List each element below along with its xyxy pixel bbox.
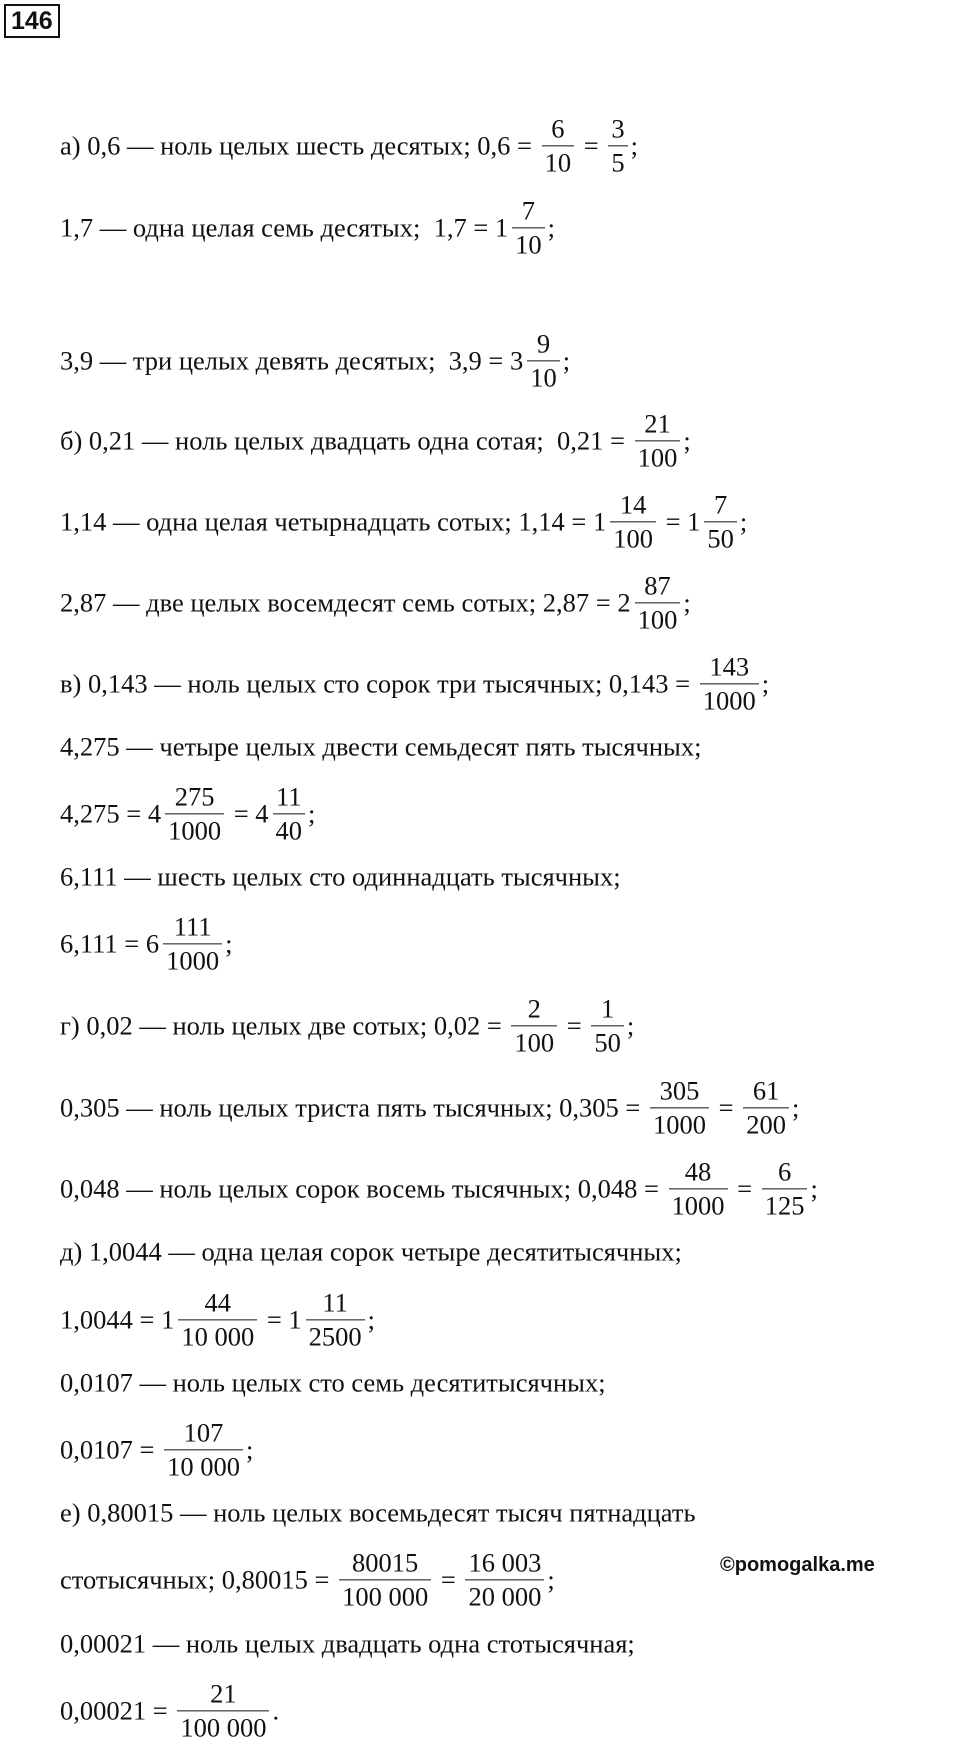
whole-part: 3 xyxy=(510,345,524,376)
solution-line xyxy=(60,732,701,763)
fraction xyxy=(650,1076,709,1139)
text-segment: стотысячных; 0,80015 = xyxy=(60,1564,337,1595)
text-segment: = xyxy=(227,798,256,829)
fraction xyxy=(165,782,224,845)
text-segment: д) 1,0044 — одна целая сорок четыре десятитысячных; xyxy=(60,1236,682,1267)
text-segment: 1,7 — одна целая семь десятых; 1,7 = xyxy=(60,212,495,243)
fraction xyxy=(177,1679,269,1742)
denominator: 200 xyxy=(743,1108,789,1140)
solution-line xyxy=(60,1629,635,1660)
text-segment: 0,0107 = xyxy=(60,1434,162,1465)
text-segment: ; xyxy=(245,1434,254,1465)
numerator: 87 xyxy=(644,570,671,601)
watermark: ©pomogalka.me xyxy=(720,1554,875,1576)
text-segment: 0,00021 — ноль целых двадцать одна стотысячная; xyxy=(60,1628,635,1659)
denominator: 125 xyxy=(762,1189,808,1221)
fraction xyxy=(669,1157,728,1220)
numerator: 61 xyxy=(752,1075,780,1106)
fraction xyxy=(163,912,222,975)
fraction xyxy=(178,1288,257,1351)
text-segment: ; xyxy=(547,212,556,243)
text-segment: ; xyxy=(547,1564,555,1595)
text-segment: 6,111 = xyxy=(60,928,146,959)
fraction xyxy=(542,114,575,177)
solution-line xyxy=(60,1157,818,1220)
denominator: 1000 xyxy=(165,814,224,846)
text-segment: = xyxy=(434,1564,463,1595)
numerator: 143 xyxy=(709,651,750,682)
whole-part: 1 xyxy=(494,212,509,243)
fraction xyxy=(591,994,624,1057)
numerator: 7 xyxy=(714,489,728,520)
solution-line xyxy=(60,782,315,845)
solution-line xyxy=(60,1288,375,1351)
denominator: 10 000 xyxy=(178,1320,257,1352)
denominator: 10 xyxy=(527,361,560,393)
fraction xyxy=(339,1548,431,1611)
text-segment: ; xyxy=(683,587,691,618)
denominator: 1000 xyxy=(700,684,759,716)
fraction xyxy=(762,1157,808,1220)
text-segment: ; xyxy=(225,928,233,959)
denominator: 100 xyxy=(610,522,656,554)
fraction xyxy=(610,490,656,553)
numerator: 11 xyxy=(276,781,302,812)
fraction xyxy=(608,114,627,177)
denominator: 1000 xyxy=(163,944,222,976)
text-segment: ; xyxy=(761,668,770,699)
text-segment: 0,305 — ноль целых триста пять тысячных; 0,305 = xyxy=(60,1092,647,1123)
whole-part: 6 xyxy=(145,928,160,959)
exercise-number: 146 xyxy=(4,4,60,38)
text-segment: ; xyxy=(562,345,571,376)
denominator: 40 xyxy=(273,814,306,846)
solution-line xyxy=(60,490,747,553)
text-segment: ; xyxy=(810,1173,818,1204)
denominator: 100 000 xyxy=(177,1711,269,1743)
denominator: 10 000 xyxy=(164,1450,243,1482)
solution-line xyxy=(60,912,232,975)
text-segment: ; xyxy=(739,506,748,537)
solution-line xyxy=(60,994,634,1057)
numerator: 3 xyxy=(611,113,625,144)
solution-line xyxy=(60,1679,279,1742)
numerator: 107 xyxy=(183,1417,224,1448)
fraction xyxy=(512,196,545,259)
numerator: 16 003 xyxy=(468,1547,542,1578)
fraction xyxy=(511,994,557,1057)
whole-part: 4 xyxy=(147,798,162,829)
text-segment: ; xyxy=(367,1304,376,1335)
numerator: 275 xyxy=(174,781,215,812)
denominator: 1000 xyxy=(650,1108,709,1140)
fraction xyxy=(164,1418,243,1481)
denominator: 50 xyxy=(704,522,737,554)
text-segment: 1,14 — одна целая четырнадцать сотых; 1,14 = xyxy=(60,506,593,537)
text-segment: 1,0044 = xyxy=(60,1304,162,1335)
denominator: 2500 xyxy=(306,1320,365,1352)
text-segment: = xyxy=(712,1092,741,1123)
whole-part: 4 xyxy=(255,798,269,829)
text-segment: в) 0,143 — ноль целых сто сорок три тысячных; 0,143 = xyxy=(60,668,697,699)
fraction xyxy=(635,409,681,472)
text-segment: = xyxy=(560,1010,589,1041)
text-segment: ; xyxy=(683,425,691,456)
numerator: 6 xyxy=(551,113,565,144)
solution-line xyxy=(60,1418,253,1481)
text-segment: = xyxy=(260,1304,289,1335)
solution-line xyxy=(60,114,638,177)
text-segment: 0,048 — ноль целых сорок восемь тысячных; 0,048 = xyxy=(60,1173,666,1204)
text-segment: . xyxy=(272,1695,280,1726)
text-segment: е) 0,80015 — ноль целых восемьдесят тысяч пятнадцать xyxy=(60,1497,696,1528)
numerator: 111 xyxy=(173,911,212,942)
numerator: 6 xyxy=(777,1156,792,1187)
text-segment: 6,111 — шесть целых сто одиннадцать тысячных; xyxy=(60,861,621,892)
text-segment: 4,275 — четыре целых двести семьдесят пять тысячных; xyxy=(60,731,702,762)
solution-line xyxy=(60,571,691,634)
text-segment: 3,9 — три целых девять десятых; 3,9 = xyxy=(60,345,510,376)
denominator: 10 xyxy=(542,146,575,178)
text-segment: б) 0,21 — ноль целых двадцать одна сотая; 0,21 = xyxy=(60,425,632,456)
solution-line xyxy=(60,1237,682,1268)
fraction xyxy=(704,490,737,553)
denominator: 50 xyxy=(591,1026,624,1058)
solution-line xyxy=(60,862,621,893)
denominator: 10 xyxy=(512,228,545,260)
solution-line xyxy=(60,652,769,715)
numerator: 2 xyxy=(527,993,541,1024)
whole-part: 1 xyxy=(161,1304,175,1335)
denominator: 1000 xyxy=(669,1189,728,1221)
solution-line xyxy=(60,329,570,392)
numerator: 11 xyxy=(322,1287,348,1318)
numerator: 21 xyxy=(210,1678,237,1709)
text-segment: = xyxy=(730,1173,759,1204)
numerator: 7 xyxy=(521,195,536,226)
text-segment: а) 0,6 — ноль целых шесть десятых; 0,6 = xyxy=(60,130,539,161)
text-segment: ; xyxy=(308,798,316,829)
numerator: 21 xyxy=(644,408,671,439)
numerator: 14 xyxy=(619,489,647,520)
numerator: 80015 xyxy=(352,1547,419,1578)
fraction xyxy=(743,1076,789,1139)
numerator: 44 xyxy=(204,1287,232,1318)
text-segment: = xyxy=(658,506,688,537)
text-segment: 0,0107 — ноль целых сто семь десятитысячных; xyxy=(60,1367,606,1398)
solution-line xyxy=(60,196,555,259)
whole-part: 2 xyxy=(617,587,631,618)
whole-part: 1 xyxy=(592,506,607,537)
solution-line xyxy=(60,1368,606,1399)
numerator: 1 xyxy=(600,993,615,1024)
whole-part: 1 xyxy=(687,506,701,537)
denominator: 5 xyxy=(608,146,627,178)
fraction xyxy=(465,1548,544,1611)
numerator: 9 xyxy=(536,328,551,359)
solution-line xyxy=(60,1076,799,1139)
solution-line xyxy=(60,1548,555,1611)
text-segment: 2,87 — две целых восемдесят семь сотых; 2,87 = xyxy=(60,587,618,618)
text-segment: ; xyxy=(630,130,638,161)
text-segment: ; xyxy=(626,1010,635,1041)
solution-line xyxy=(60,1498,696,1529)
text-segment: г) 0,02 — ноль целых две сотых; 0,02 = xyxy=(60,1010,509,1041)
numerator: 48 xyxy=(684,1156,712,1187)
denominator: 100 xyxy=(511,1026,557,1058)
solution-line xyxy=(60,409,691,472)
fraction xyxy=(700,652,759,715)
text-segment: = xyxy=(577,130,606,161)
text-segment: ; xyxy=(791,1092,800,1123)
denominator: 100 000 xyxy=(339,1580,431,1612)
denominator: 100 xyxy=(635,441,681,473)
whole-part: 1 xyxy=(288,1304,302,1335)
text-segment: 4,275 = xyxy=(60,798,148,829)
fraction xyxy=(527,329,560,392)
fraction xyxy=(306,1288,365,1351)
denominator: 20 000 xyxy=(465,1580,544,1612)
fraction xyxy=(635,571,681,634)
denominator: 100 xyxy=(635,603,681,635)
text-segment: 0,00021 = xyxy=(60,1695,175,1726)
numerator: 305 xyxy=(659,1075,700,1106)
fraction xyxy=(273,782,306,845)
